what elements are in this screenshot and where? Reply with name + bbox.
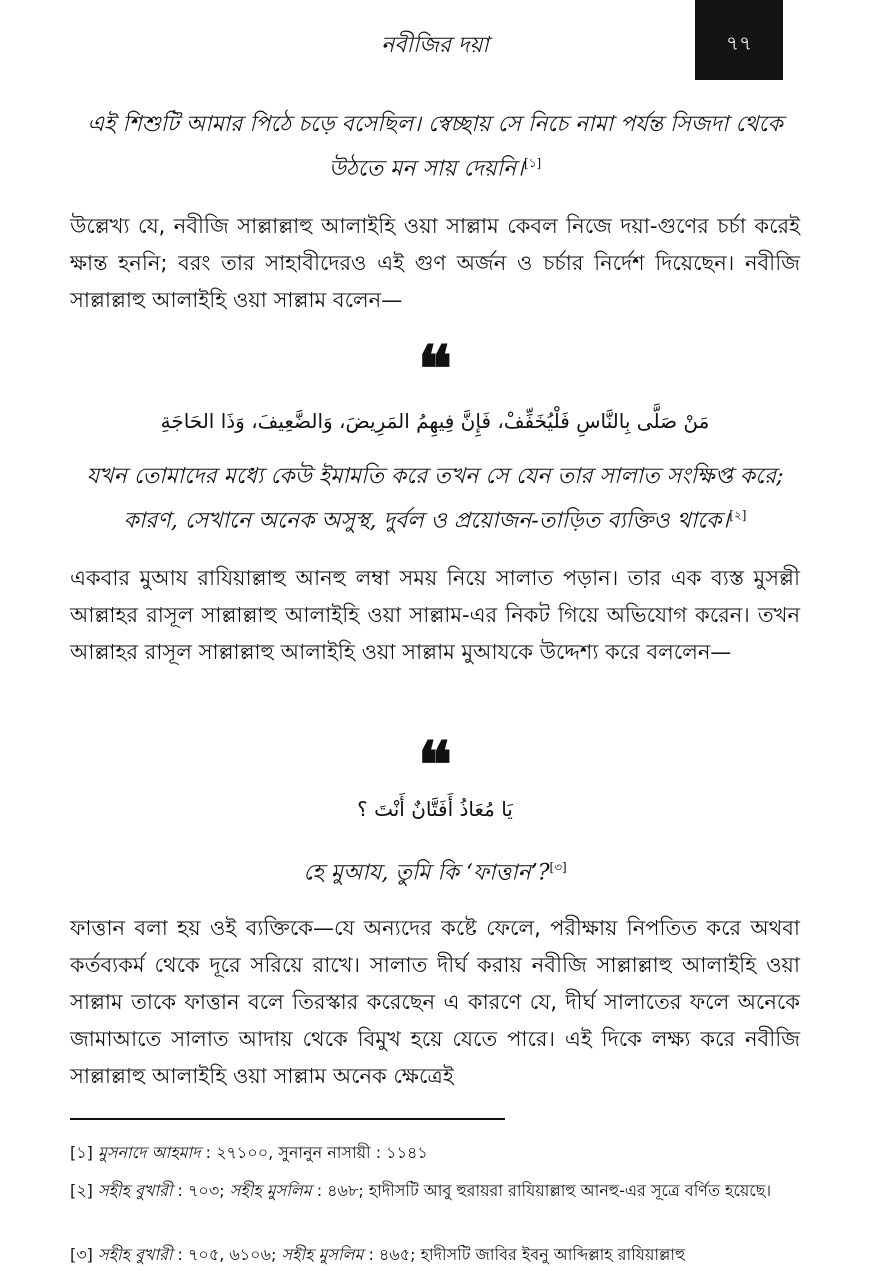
footnote-2-source-2: সহীহ মুসলিম bbox=[229, 1181, 312, 1200]
footnote-2-rest: : ৪৬৮; হাদীসটি আবু হুরায়রা রাযিয়াল্লাহু আনহু-এর সূত্রে বর্ণিত হয়েছে। bbox=[311, 1181, 772, 1200]
footnote-1-rest: : ২৭১০০, সুনানুন নাসায়ী : ১১৪১ bbox=[200, 1143, 428, 1162]
paragraph-3 bbox=[70, 910, 800, 1095]
footnote-3-mid: : ৭০৫, ৬১০৬; bbox=[172, 1245, 282, 1264]
paragraph-3-text: ফাত্তান বলা হয় ওই ব্যক্তিকে—যে অন্যদের কষ্টে ফেলে, পরীক্ষায় নিপতিত করে অথবা কর্তব্যকর্ম থেকে দূরে সরিয়ে রাখে। সালাত দীর্ঘ করায় নবীজি সাল্লাল্লাহু আলাইহি ওয়া সাল্লাম তাকে ফাত্তান বলে তিরস্কার করেছেন এ কারণে যে, দীর্ঘ সালাতের ফলে অনেকে জামাআতে সালাত আদায় থেকে বিমুখ হয়ে যেতে পারে। এই দিকে লক্ষ্য করে নবীজি সাল্লাল্লাহু আলাইহি ওয়া সাল্লাম অনেক ক্ষেত্রেই bbox=[70, 916, 800, 1088]
hadith-2-translation bbox=[70, 848, 800, 892]
opening-quote bbox=[70, 106, 800, 188]
footnote-2-source: সহীহ বুখারী bbox=[97, 1181, 173, 1200]
paragraph-1-text: উল্লেখ্য যে, নবীজি সাল্লাল্লাহু আলাইহি ওয়া সাল্লাম কেবল নিজে দয়া-গুণের চর্চা করেই ক্ষান্ত হননি; বরং তার সাহাবীদেরও এই গুণ অর্জন ও চর্চার নির্দেশ দিয়েছেন। নবীজি সাল্লাল্লাহু আলাইহি ওয়া সাল্লাম বলেন— bbox=[70, 214, 800, 312]
footnote-1 bbox=[70, 1138, 800, 1168]
footnote-3-source: সহীহ বুখারী bbox=[97, 1245, 173, 1264]
footnote-ref-2: [২] bbox=[729, 508, 747, 522]
footnote-3-source-2: সহীহ মুসলিম bbox=[281, 1245, 364, 1264]
paragraph-2-text: একবার মুআয রাযিয়াল্লাহু আনহু লম্বা সময় নিয়ে সালাত পড়ান। তার এক ব্যস্ত মুসল্লী আল্লাহর রাসূল সাল্লাল্লাহু আলাইহি ওয়া সাল্লাম-এর নিকট গিয়ে অভিযোগ করেন। তখন আল্লাহর রাসূল সাল্লাল্লাহু আলাইহি ওয়া সাল্লাম মুআযকে উদ্দেশ্য করে বললেন— bbox=[70, 566, 800, 664]
page-number: ৭৭ bbox=[725, 31, 752, 55]
hadith-1-translation-text: যখন তোমাদের মধ্যে কেউ ইমামতি করে তখন সে যেন তার সালাত সংক্ষিপ্ত করে; কারণ, সেখানে অনেক অসুস্থ, দুর্বল ও প্রয়োজন-তাড়িত ব্যক্তিও থাকে। bbox=[86, 464, 784, 534]
footnote-3 bbox=[70, 1240, 800, 1270]
quote-mark-icon: ❝ bbox=[417, 332, 453, 407]
footnote-3-number: [৩] bbox=[70, 1245, 93, 1264]
paragraph-2 bbox=[70, 560, 800, 671]
footnote-2-mid: : ৭০৩; bbox=[172, 1181, 230, 1200]
footnote-ref-3: [৩] bbox=[549, 860, 567, 874]
opening-quote-text: এই শিশুটি আমার পিঠে চড়ে বসেছিল। স্বেচ্ছায় সে নিচে নামা পর্যন্ত সিজদা থেকে উঠতে মন সায় দেয়নি। bbox=[87, 112, 783, 182]
footnote-1-number: [১] bbox=[70, 1143, 93, 1162]
hadith-2-translation-text: হে মুআয, তুমি কি ‘ফাত্তান’? bbox=[303, 860, 550, 886]
footnote-ref-1: [১] bbox=[524, 156, 542, 170]
footnote-divider bbox=[70, 1118, 505, 1120]
page-number-box bbox=[695, 0, 783, 80]
running-header-title: নবীজির দয়া bbox=[381, 33, 489, 58]
footnote-2 bbox=[70, 1176, 800, 1206]
hadith-2-arabic: يَا مُعَاذُ أَفَتَّانٌ أَنْتَ ؟ bbox=[357, 797, 513, 821]
hadith-1-arabic: مَنْ صَلَّى بِالنَّاسِ فَلْيُخَفِّفْ، فَإِنَّ فِيهِمُ المَرِيضَ، وَالضَّعِيفَ، وَذَا الحَاجَةِ bbox=[160, 409, 710, 433]
footnote-2-number: [২] bbox=[70, 1181, 93, 1200]
footnote-1-source: মুসনাদে আহমাদ bbox=[97, 1143, 201, 1162]
footnote-3-rest: : ৪৬৫; হাদীসটি জাবির ইবনু আব্দিল্লাহ রাযিয়াল্লাহু bbox=[363, 1245, 686, 1264]
paragraph-1 bbox=[70, 208, 800, 319]
quote-mark-icon-2: ❝ bbox=[417, 728, 453, 803]
hadith-1-translation bbox=[70, 458, 800, 540]
